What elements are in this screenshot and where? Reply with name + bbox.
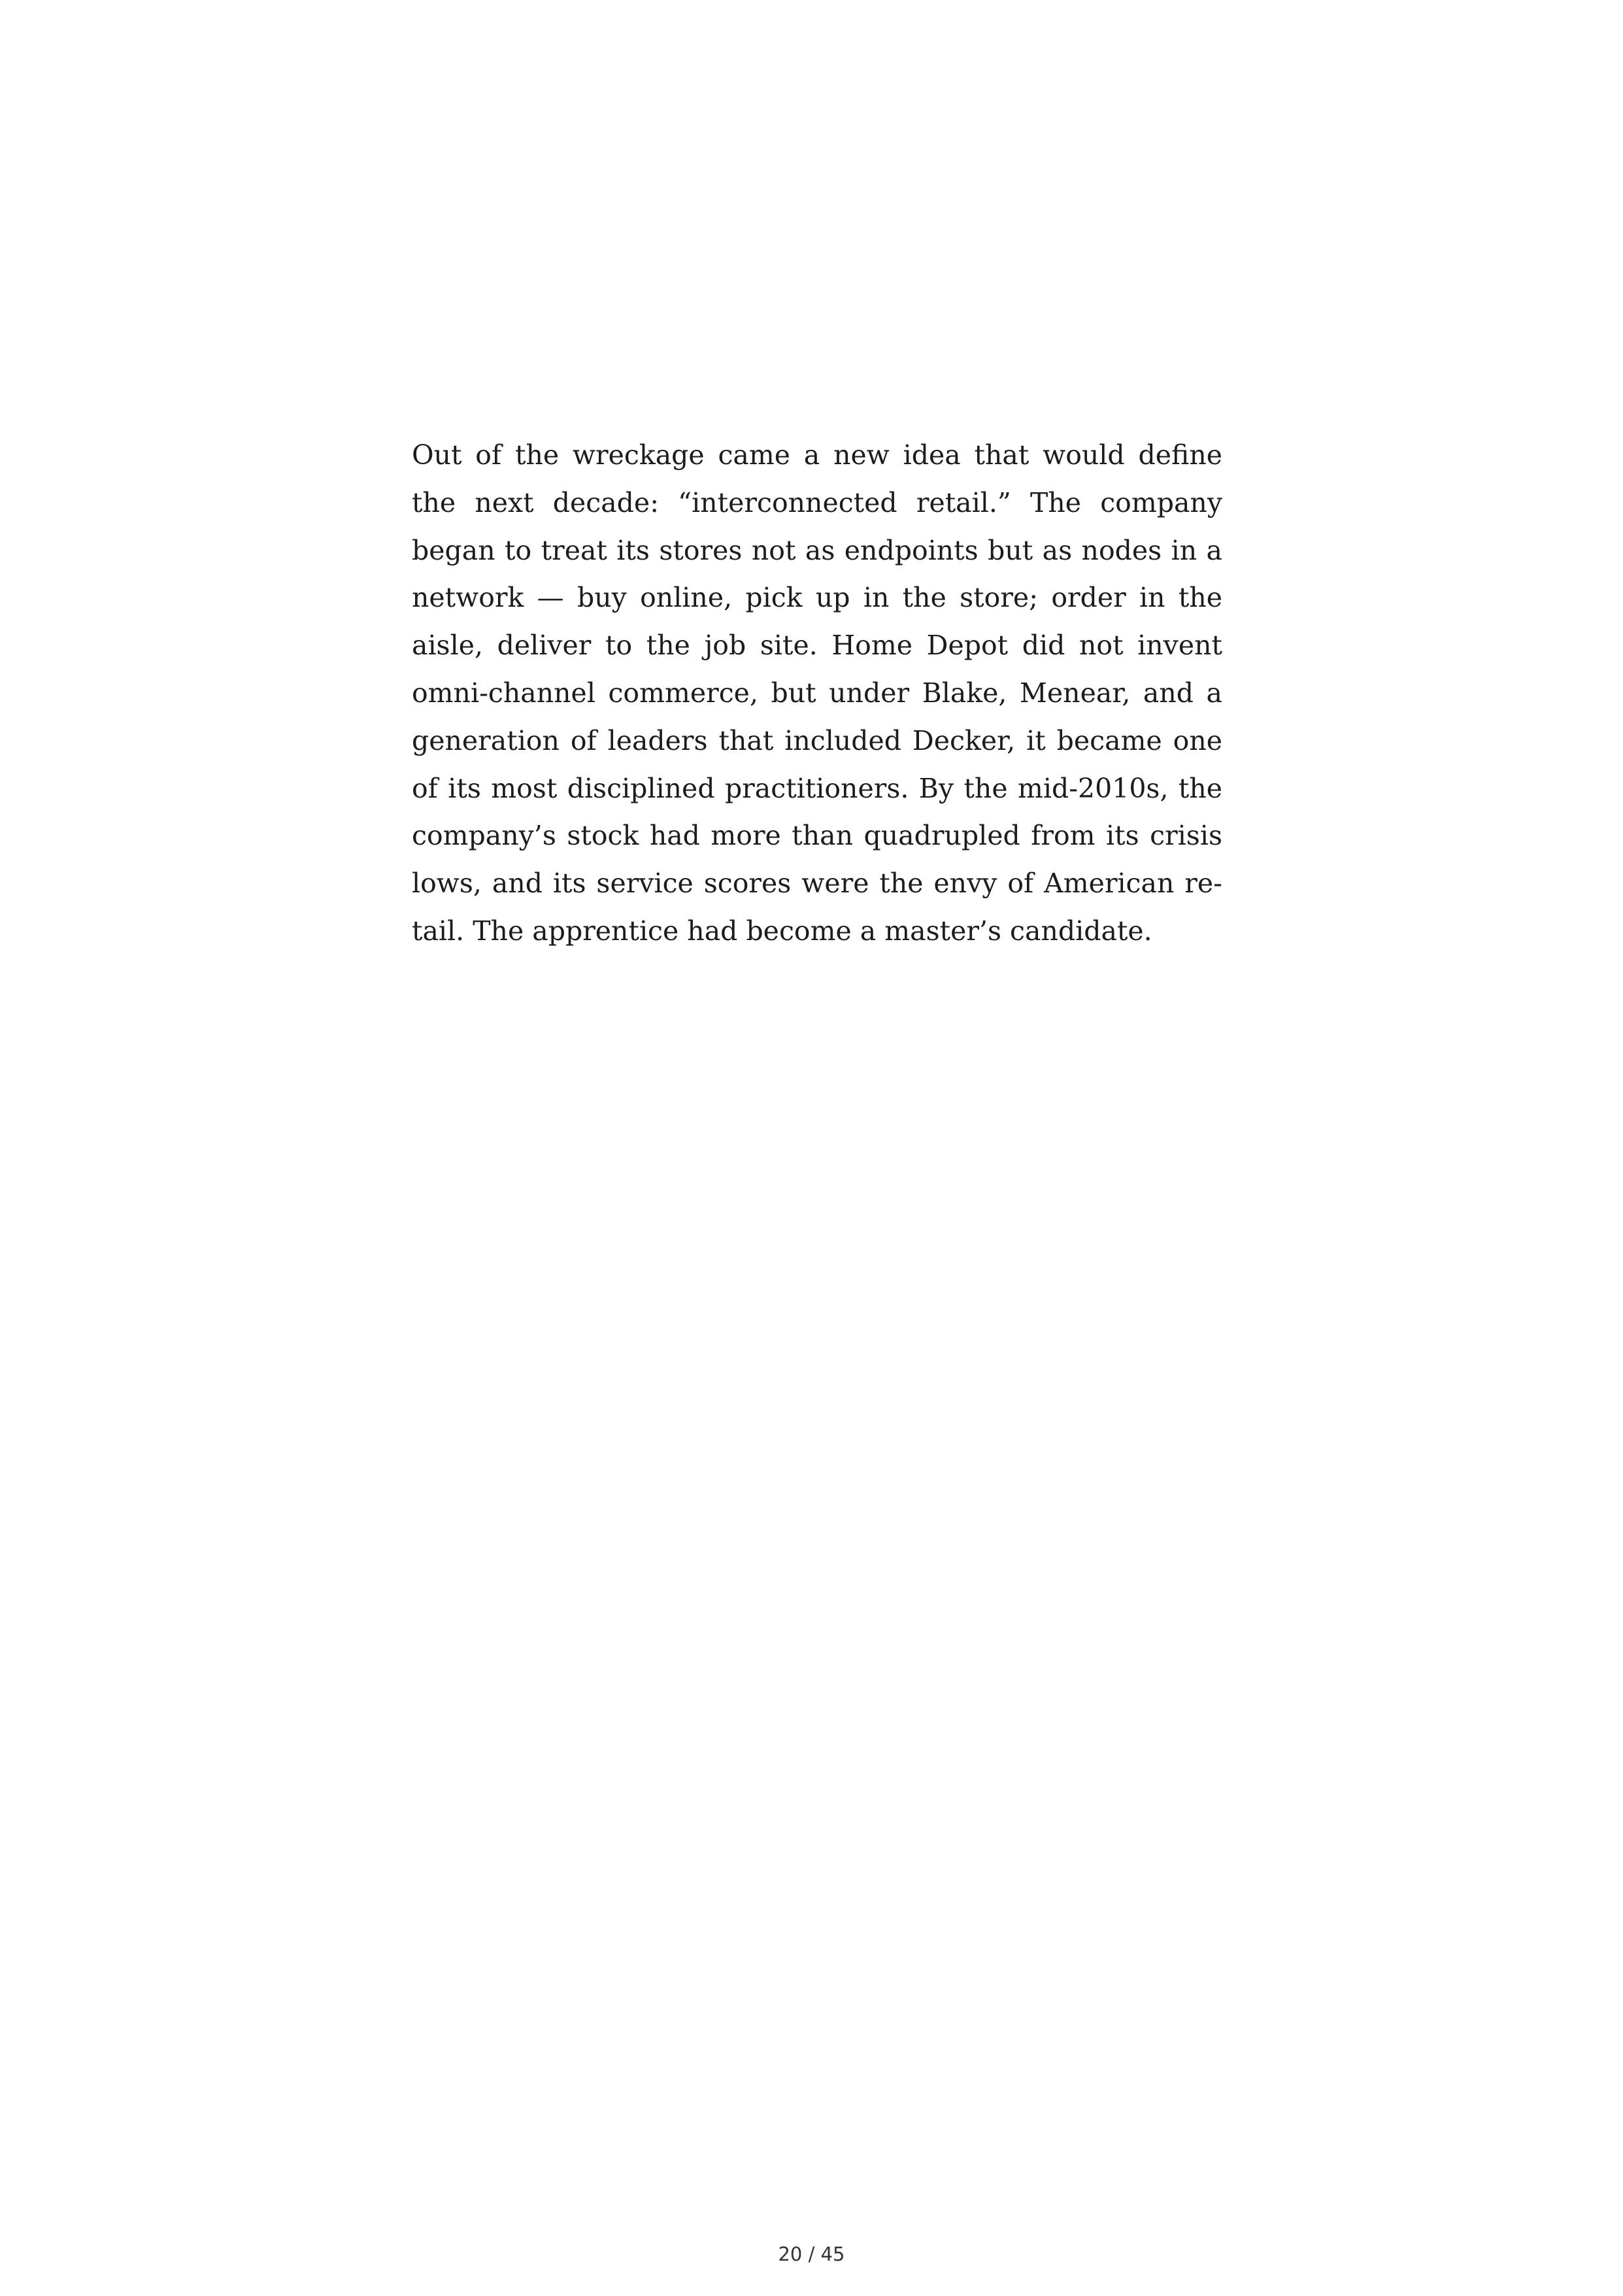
paragraph-line: company’s stock had more than quadrupled from its crisis xyxy=(412,820,1222,852)
paragraph-line: network — buy online, pick up in the store; order in the xyxy=(412,582,1222,614)
paragraph-line: the next decade: “interconnected retail.” The company xyxy=(412,486,1222,518)
paragraph-line: Out of the wreckage came a new idea that would define xyxy=(412,439,1222,471)
paragraph-line: of its most disciplined practitioners. By the mid-2010s, the xyxy=(412,772,1222,804)
paragraph-line: aisle, deliver to the job site. Home Depot did not invent xyxy=(412,630,1222,662)
paragraph-line: began to treat its stores not as endpoints but as nodes in a xyxy=(412,534,1222,566)
paragraph-line: lows, and its service scores were the envy of American re- xyxy=(412,868,1222,900)
paragraph-line: tail. The apprentice had become a master’s candidate. xyxy=(412,915,1152,947)
paragraph-line: omni-channel commerce, but under Blake, Menear, and a xyxy=(412,677,1222,709)
page-number: 20 / 45 xyxy=(778,2243,845,2265)
paragraph-line: generation of leaders that included Decker, it became one xyxy=(412,724,1222,756)
body-paragraph xyxy=(412,431,1222,955)
